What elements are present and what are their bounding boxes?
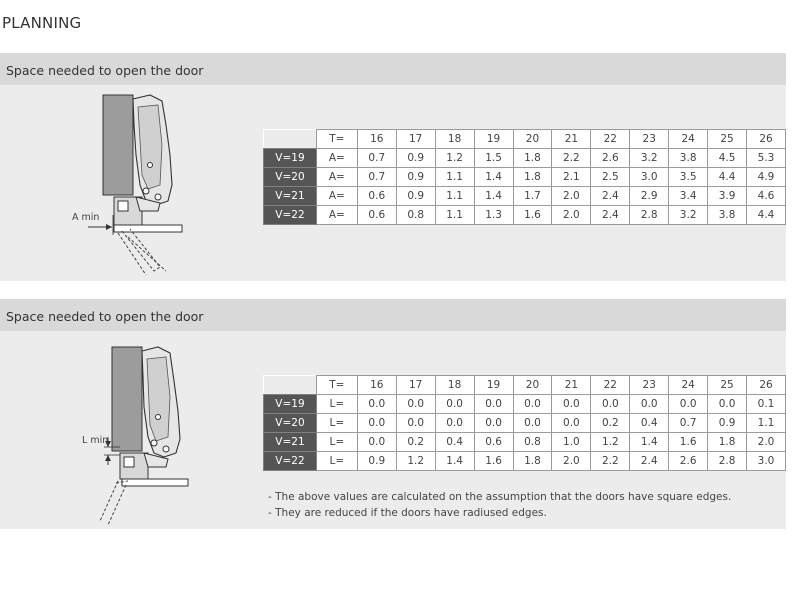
hinge-diagram-panel [0, 85, 260, 281]
page-title: PLANNING [2, 14, 82, 32]
section-header: Space needed to open the door [0, 299, 786, 331]
section-body [0, 331, 786, 529]
door-panel [114, 225, 182, 232]
door-panel [122, 479, 188, 486]
t-header-row: T= 16 17 18 19 20 21 22 23 24 25 26 [264, 376, 786, 395]
section-body [0, 85, 786, 281]
table-row: V=20 L= 0.0 0.0 0.0 0.0 0.0 0.0 0.2 0.4 0.7 0.9 1.1 [264, 414, 786, 433]
table-row: V=21 A= 0.6 0.9 1.1 1.4 1.7 2.0 2.4 2.9 3.4 3.9 4.6 [264, 187, 786, 206]
table-row: V=21 L= 0.0 0.2 0.4 0.6 0.8 1.0 1.2 1.4 1.6 1.8 2.0 [264, 433, 786, 452]
hinge-diagram-panel [0, 331, 260, 529]
table-row: V=22 L= 0.9 1.2 1.4 1.6 1.8 2.0 2.2 2.4 2.6 2.8 3.0 [264, 452, 786, 471]
note-radiused-edges: - They are reduced if the doors have radiused edges. [268, 507, 547, 519]
table-row: V=20 A= 0.7 0.9 1.1 1.4 1.8 2.1 2.5 3.0 3.5 4.4 4.9 [264, 168, 786, 187]
cabinet-side-panel [112, 347, 142, 451]
l-min-label: L min [82, 435, 109, 446]
note-square-edges: - The above values are calculated on the assumption that the doors have square edges. [268, 491, 732, 503]
table-row: V=19 A= 0.7 0.9 1.2 1.5 1.8 2.2 2.6 3.2 3.8 4.5 5.3 [264, 149, 786, 168]
l-min-table [263, 375, 786, 471]
section-header: Space needed to open the door [0, 53, 786, 85]
hinge-l-min-diagram [0, 331, 260, 529]
open-door-dashed [100, 481, 118, 521]
table-row: V=19 L= 0.0 0.0 0.0 0.0 0.0 0.0 0.0 0.0 0.0 0.0 0.1 [264, 395, 786, 414]
open-door-dashed [122, 229, 160, 271]
table-notes [268, 489, 731, 521]
t-label: T= [316, 376, 357, 395]
t-header-row: T= 16 17 18 19 20 21 22 23 24 25 26 [264, 130, 786, 149]
section-a-min [0, 53, 786, 281]
a-min-table-panel [263, 85, 786, 281]
cabinet-side-panel [103, 95, 133, 195]
hinge-a-min-diagram [0, 85, 260, 281]
a-min-table [263, 129, 786, 225]
table-row: V=22 A= 0.6 0.8 1.1 1.3 1.6 2.0 2.4 2.8 3.2 3.8 4.4 [264, 206, 786, 225]
section-l-min [0, 299, 786, 531]
t-label: T= [316, 130, 357, 149]
l-min-table-panel [263, 331, 786, 529]
a-min-label: A min [72, 212, 100, 223]
